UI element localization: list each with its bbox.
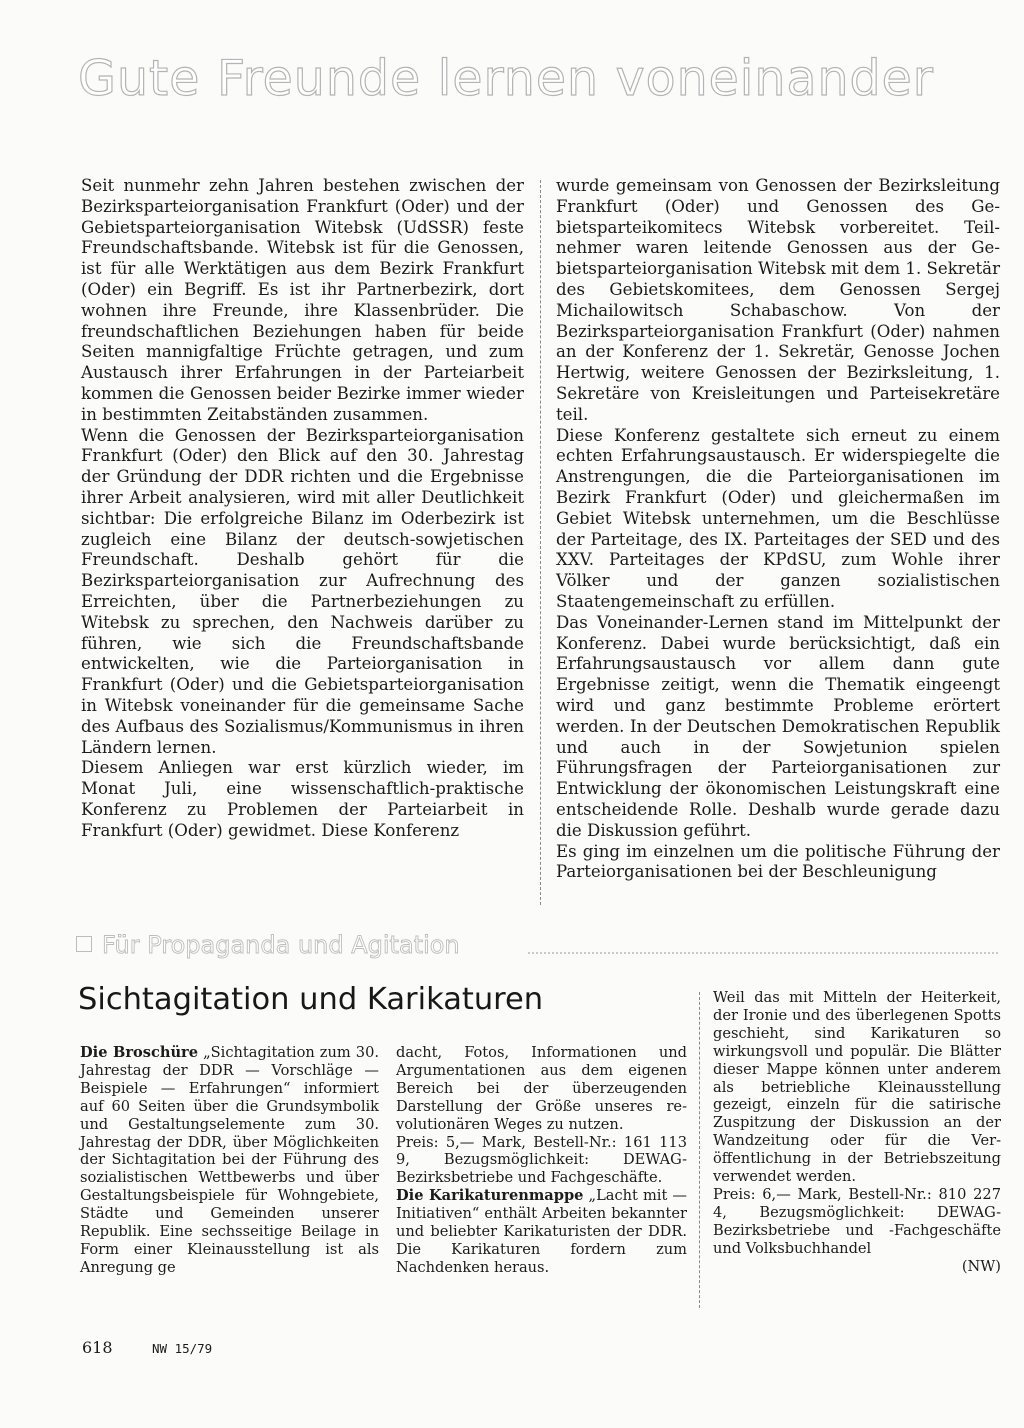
author-credit: (NW) <box>961 1257 1001 1275</box>
paragraph: Das Voneinander-Lernen stand im Mittelpunkt der Konferenz. Dabei wurde berücksichtigt, daß ein Erfahrungsaustausch vor allem dann gute Ergebnisse zeitigt, wenn die Thematik eingeengt wird und ganz bestimmte Probleme erörtert werden. In der Deutschen Demokratischen Republik und auch in der Sowjetunion spielen Führungsfragen der Parteiorganisationen zur Entwicklung der ökonomischen Leistungskraft eine entscheidende Rolle. Deshalb wurde gerade dazu die Diskussion geführt. <box>556 612 1000 840</box>
paragraph: Diesem Anliegen war erst kürzlich wieder, im Monat Juli, eine wissenschaftlich-praktische Konferenz zu Problemen der Parteiarbeit in Frankfurt (Oder) gewidmet. Diese Konferenz <box>81 758 524 840</box>
column-divider <box>699 992 701 1308</box>
column-divider <box>540 180 542 905</box>
section-label-text: Für Propaganda und Agitation <box>102 931 460 959</box>
lead-in: Die Broschüre <box>80 1044 199 1061</box>
sidebar-column-1 <box>80 1044 379 1277</box>
sidebar-column-2 <box>396 1044 687 1277</box>
page-number: 618 <box>82 1338 113 1357</box>
article-left-column <box>81 176 524 842</box>
paragraph: Seit nunmehr zehn Jahren bestehen zwischen der Bezirksparteiorganisation Frankfurt (Oder) und der Gebietsparteiorganisation Witebsk (UdSSR) feste Freundschaftsbande. Witebsk ist für die Genossen, ist für alle Werktätigen aus dem Bezirk Frankfurt (Oder) ein Begriff. Es ist ihr Partnerbezirk, dort wohnen ihre Freunde, ihre Klassenbrüder. Die freundschaftlichen Beziehungen haben für beide Seiten mannigfaltige Früchte getragen, und zum Austausch ihrer Erfahrungen in der Parteiarbeit kommen die Genossen beider Bezirke immer wieder in bestimmten Zeitabständen zusammen. <box>81 176 524 424</box>
text: „Sichtagitation zum 30. Jahrestag der DDR — Vorschläge — Beispiele — Erfahrungen“ informiert auf 60 Seiten über die Grundsymbolik und Gestaltungselemente zum 30. Jahrestag der DDR, über Möglichkeiten der Sichtagitation bei der Führung des sozialistischen Wettbewerbs und über Gestaltungsbeispiele für Wohngebiete, Städte und Gemeinden unserer Republik. Eine sechsseitige Beilage in Form einer Kleinausstellung ist als Anregung ge <box>80 1044 379 1276</box>
paragraph: wurde gemeinsam von Genossen der Bezirksleitung Frankfurt (Oder) und Genossen des Gebietsparteikomitecs Witebsk vorbereitet. Teilnehmer waren leitende Genossen aus der Gebietsparteiorganisation Witebsk mit dem 1. Sekretär des Gebietskomitees, dem Genossen Sergej Michailowitsch Schabaschow. Von der Bezirksparteiorganisation Frankfurt (Oder) nahmen an der Konferenz der 1. Sekretär, Genosse Jochen Hertwig, weitere Genossen der Bezirksleitung, 1. Sekretäre von Kreisleitungen und Parteisekretäre teil. <box>556 176 1001 424</box>
square-bullet-icon <box>76 936 92 952</box>
paragraph <box>80 1044 379 1277</box>
section-label <box>76 931 460 959</box>
price-info: Preis: 6,— Mark, Bestell-Nr.: 810 227 4, Bezugsmöglichkeit: DEWAG-Bezirksbetriebe und -Fachgeschäfte und Volksbuchhandel <box>713 1185 1001 1257</box>
sidebar-column-3 <box>713 989 1001 1276</box>
page-headline: Gute Freunde lernen voneinander <box>78 50 934 107</box>
paragraph: dacht, Fotos, Informationen und Argumentationen aus dem eigenen Bereich bei der überzeugenden Darstellung der Größe unseres revolutionären Weges zu nutzen. <box>396 1044 687 1133</box>
sidebar-title: Sichtagitation und Karikaturen <box>78 982 544 1017</box>
article-right-column <box>556 176 1000 883</box>
paragraph: Wenn die Genossen der Bezirksparteiorganisation Frankfurt (Oder) den Blick auf den 30. Jahrestag der Gründung der DDR richten und die Ergebnisse ihrer Arbeit analysieren, wird mit aller Deutlichkeit sichtbar: Die erfolgreiche Bilanz im Oderbezirk ist zugleich eine Bilanz der deutsch-sowjetischen Freundschaft. Deshalb gehört für die Bezirksparteiorganisation zur Aufrechnung des Erreichten, über die Partnerbeziehungen zu Witebsk zu sprechen, den Nachweis darüber zu führen, wie sich die Freundschaftsbande entwickelten, wie die Parteiorganisation in Frankfurt (Oder) und die Gebietsparteiorganisation in Witebsk voneinander für die gemeinsame Sache des Aufbaus des Sozialismus/Kommunismus in ihren Ländern lernen. <box>81 425 524 757</box>
price-info: Preis: 5,— Mark, Bestell-Nr.: 161 113 9, Bezugsmöglichkeit: DEWAG-Bezirksbetriebe und Fachgeschäfte. <box>396 1133 687 1187</box>
paragraph: Diese Konferenz gestaltete sich erneut zu einem echten Erfahrungsaustausch. Er widerspiegelte die Anstrengungen, die die Parteiorganisationen im Bezirk Frankfurt (Oder) und gleichermaßen im Gebiet Witebsk unternehmen, um die Beschlüsse der Parteitage, des IX. Parteitages der SED und des XXV. Parteitages der KPdSU, zum Wohle ihrer Völker und der ganzen sozialistischen Staatengemeinschaft zu erfüllen. <box>556 425 1000 611</box>
paragraph <box>396 1187 687 1277</box>
text: „Lacht mit — Initiativen“ enthält Arbeiten bekannter und beliebter Karikaturisten der DDR. Die Karikaturen fordern zum Nachdenken heraus. <box>396 1187 687 1276</box>
paragraph: Weil das mit Mitteln der Heiterkeit, der Ironie und des überlegenen Spotts geschieht, sind Karikaturen so wirkungsvoll und populär. Die Blätter dieser Mappe können unter anderem als betriebliche Kleinausstellung gezeigt, einzeln für die satirische Zuspitzung der Diskussion an der Wandzeitung oder für die Veröffentlichung in der Betriebszeitung verwendet werden. <box>713 989 1001 1186</box>
lead-in: Die Karikaturenmappe <box>396 1187 584 1205</box>
issue-label: NW 15/79 <box>152 1341 213 1356</box>
section-divider <box>528 952 998 954</box>
paragraph: Es ging im einzelnen um die politische Führung der Parteiorganisationen bei der Beschleunigung <box>556 841 1000 882</box>
